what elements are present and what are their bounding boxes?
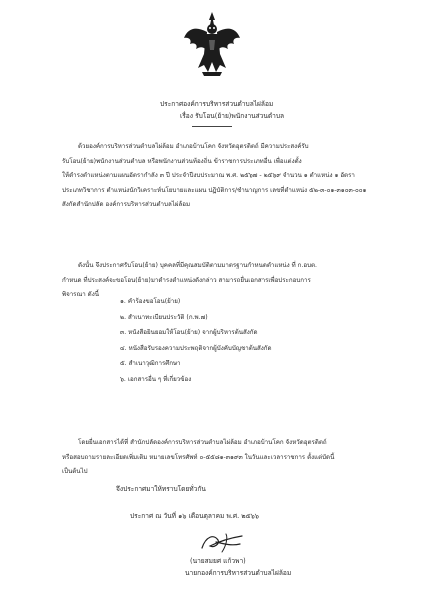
subject-divider [192,126,232,127]
paragraph-line: รับโอน(ย้าย)พนักงานส่วนตำบล หรือพนักงานส่วนท้องถิ่น ข้าราชการประเภทอื่น เพื่อแต่งตั้ง [62,157,302,165]
paragraph-line: หรือสอบถามรายละเอียดเพิ่มเติม หมายเลขโทรศัพท์ ๐-๕๕๘๑-๓๑๙๓ ในวันและเวลาราชการ ตั้งแต่บัดนี้ [62,453,335,461]
paragraph-line: เป็นต้นไป [62,468,88,475]
list-item: ๓. หนังสือยินยอมให้โอน(ย้าย) จากผู้บริหารต้นสังกัด [120,329,258,337]
paragraph-line: กำหนด ที่ประสงค์จะขอโอน(ย้าย)มาดำรงตำแหน่งดังกล่าว สามารถยื่นเอกสารเพื่อประกอบการ [62,276,311,284]
paragraph-intro [62,140,382,213]
garuda-emblem-icon [182,10,242,80]
documents-list [120,294,272,388]
list-item: ๔. หนังสือรับรองความประพฤติจากผู้บังคับบัญชาต้นสังกัด [120,344,272,352]
document-title: ประกาศองค์การบริหารส่วนตำบลไผ่ล้อม [160,100,274,108]
list-item: ๑. คำร้องขอโอน(ย้าย) [120,298,181,305]
announcement-line: จึงประกาศมาให้ทราบโดยทั่วกัน [116,485,206,493]
date-line: ประกาศ ณ วันที่ ๑๖ เดือนตุลาคม พ.ศ. ๒๕๖๖ [130,512,259,520]
document-subject: เรื่อง รับโอน(ย้าย)พนักงานส่วนตำบล [180,112,285,120]
signer-position: นายกองค์การบริหารส่วนตำบลไผ่ล้อม [185,569,292,577]
list-item: ๖. เอกสารอื่น ๆ ที่เกี่ยวข้อง [120,375,192,383]
paragraph-line: โดยยื่นเอกสารได้ที่ สำนักปลัดองค์การบริหารส่วนตำบลไผ่ล้อม อำเภอบ้านโคก จังหวัดอุตรดิตถ์ [78,439,327,446]
paragraph-line: สังกัดสำนักปลัด องค์การบริหารส่วนตำบลไผ่ล้อม [62,201,191,208]
paragraph-line: พิจารณา ดังนี้ [62,291,99,298]
paragraph-line: ประเภทวิชาการ ตำแหน่งนักวิเคราะห์นโยบายและแผน ปฏิบัติการ/ชำนาญการ เลขที่ตำแหน่ง ๕๒-๓-๐๑-๓๑๐๓-๐๐๑ [62,186,367,194]
paragraph-submission [62,436,382,480]
paragraph-line: ดังนั้น จึงประกาศรับโอน(ย้าย) บุคคลที่มีคุณสมบัติตามมาตรฐานกำหนดตำแหน่ง ที่ ก.อบต. [78,262,318,269]
paragraph-line: ด้วยองค์การบริหารส่วนตำบลไผ่ล้อม อำเภอบ้านโคก จังหวัดอุตรดิตถ์ มีความประสงค์รับ [78,143,309,150]
signer-name: (นายสมยศ แก้วพา) [190,557,246,565]
paragraph-line: ให้ดำรงตำแหน่งตามแผนอัตรากำลัง ๓ ปี ประจำปีงบประมาณ พ.ศ. ๒๕๖๗ - ๒๕๖๙ จำนวน ๑ ตำแหน่ง ๑ อัตรา [62,172,355,179]
signature-mark [196,528,248,556]
list-item: ๒. สำเนาทะเบียนประวัติ (ก.พ.๗) [120,313,208,321]
list-item: ๕. สำเนาวุฒิการศึกษา [120,360,181,368]
